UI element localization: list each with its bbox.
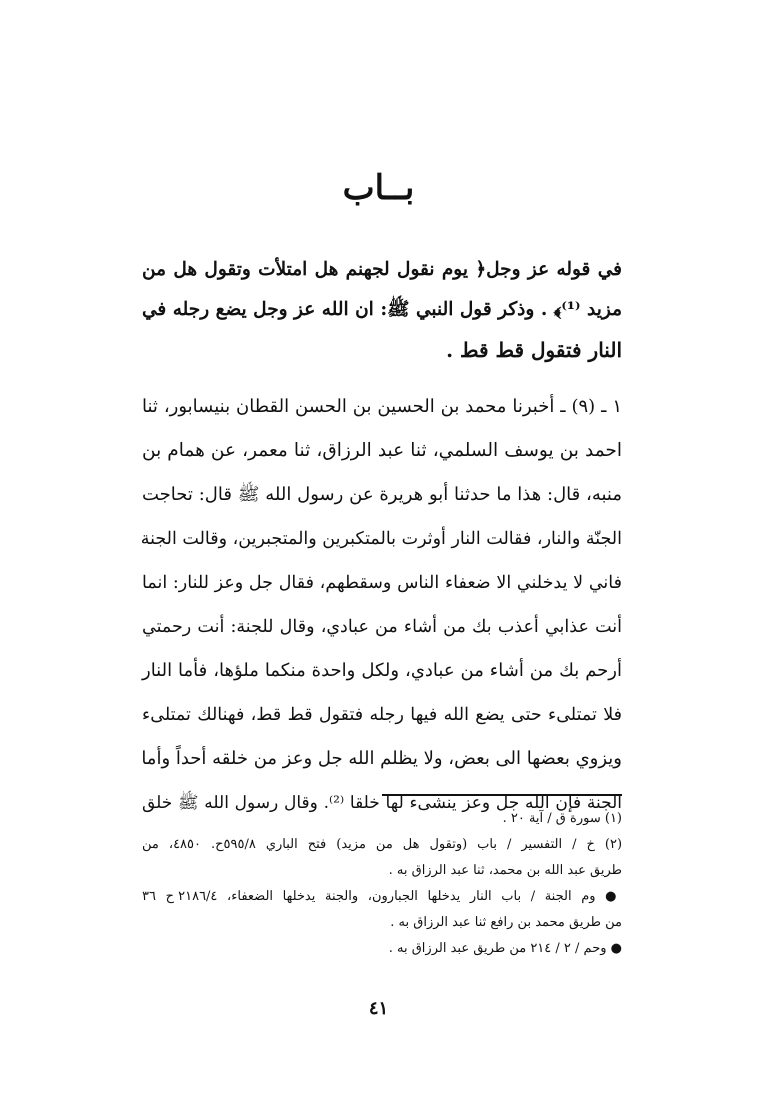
body-line: فلا تمتلىء حتى يضع الله فيها رجله فتقول قط قط، فهنالك تمتلىء — [142, 705, 622, 725]
footnote-line: طريق عبد الله بن محمد، ثنا عبد الرزاق به . — [388, 863, 622, 878]
body-line: منبه، قال: هذا ما حدثنا أبو هريرة عن رسول الله ﷺ قال: تحاجت — [142, 484, 622, 505]
chapter-title: بــاب — [342, 168, 415, 208]
footnote-line: (٢) خ / التفسير / باب (وتقول هل من مزيد) فتح الباري ٥٩٥/٨ح. ٤٨٥٠، من — [142, 837, 623, 852]
footnote-line: (١) سورة ق / آية ٢٠ . — [502, 811, 622, 826]
chapter-heading — [142, 250, 622, 370]
hadith-text — [142, 385, 622, 825]
heading-line: النار فتقول قط قط . — [446, 338, 622, 362]
body-line: احمد بن يوسف السلمي، ثنا عبد الرزاق، ثنا معمر، عن همام بن — [142, 440, 622, 461]
page-number: ٤١ — [368, 998, 389, 1019]
heading-line: في قوله عز وجل﴿ يوم نقول لجهنم هل امتلأت وتقول هل من — [142, 259, 622, 280]
body-line: فاني لا يدخلني الا ضعفاء الناس وسقطهم، فقال جل وعز للنار: انما — [142, 573, 622, 593]
footnotes — [142, 806, 622, 962]
body-line: ١ ـ (٩) ـ أخبرنا محمد بن الحسين بن الحسن القطان بنيسابور، ثنا — [142, 396, 622, 417]
footnote-line: ● وم الجنة / باب النار يدخلها الجبارون، والجنة يدخلها الضعفاء، ٢١٨٦/٤ ح ٣٦ — [142, 889, 622, 904]
footnote-line: من طريق محمد بن رافع ثنا عبد الرزاق به . — [390, 915, 622, 930]
footnote-divider — [382, 794, 622, 796]
footnote-line: ● وحم / ٢ / ٢١٤ من طريق عبد الرزاق به . — [388, 941, 622, 956]
body-line: ويزوي بعضها الى بعض، ولا يظلم الله جل وعز من خلقه أحداً وأما — [141, 748, 622, 769]
body-line: أرحم بك من أشاء من عبادي، ولكل واحدة منكما ملؤها، فأما النار — [142, 660, 622, 681]
body-line: الجنة فإن الله جل وعز ينشىء لها خلقا ⁽²⁾. وقال رسول الله ﷺ خلق — [142, 793, 622, 813]
body-line: أنت عذابي أعذب بك من أشاء من عبادي، وقال للجنة: أنت رحمتي — [142, 617, 622, 637]
body-line: الجنّة والنار، فقالت النار أوثرت بالمتكبرين والمتجبرين، وقالت الجنة — [140, 529, 622, 549]
heading-line: مزيد ⁽¹⁾﴾ . وذكر قول النبي ﷺ: ان الله عز وجل يضع رجله في — [142, 299, 622, 320]
